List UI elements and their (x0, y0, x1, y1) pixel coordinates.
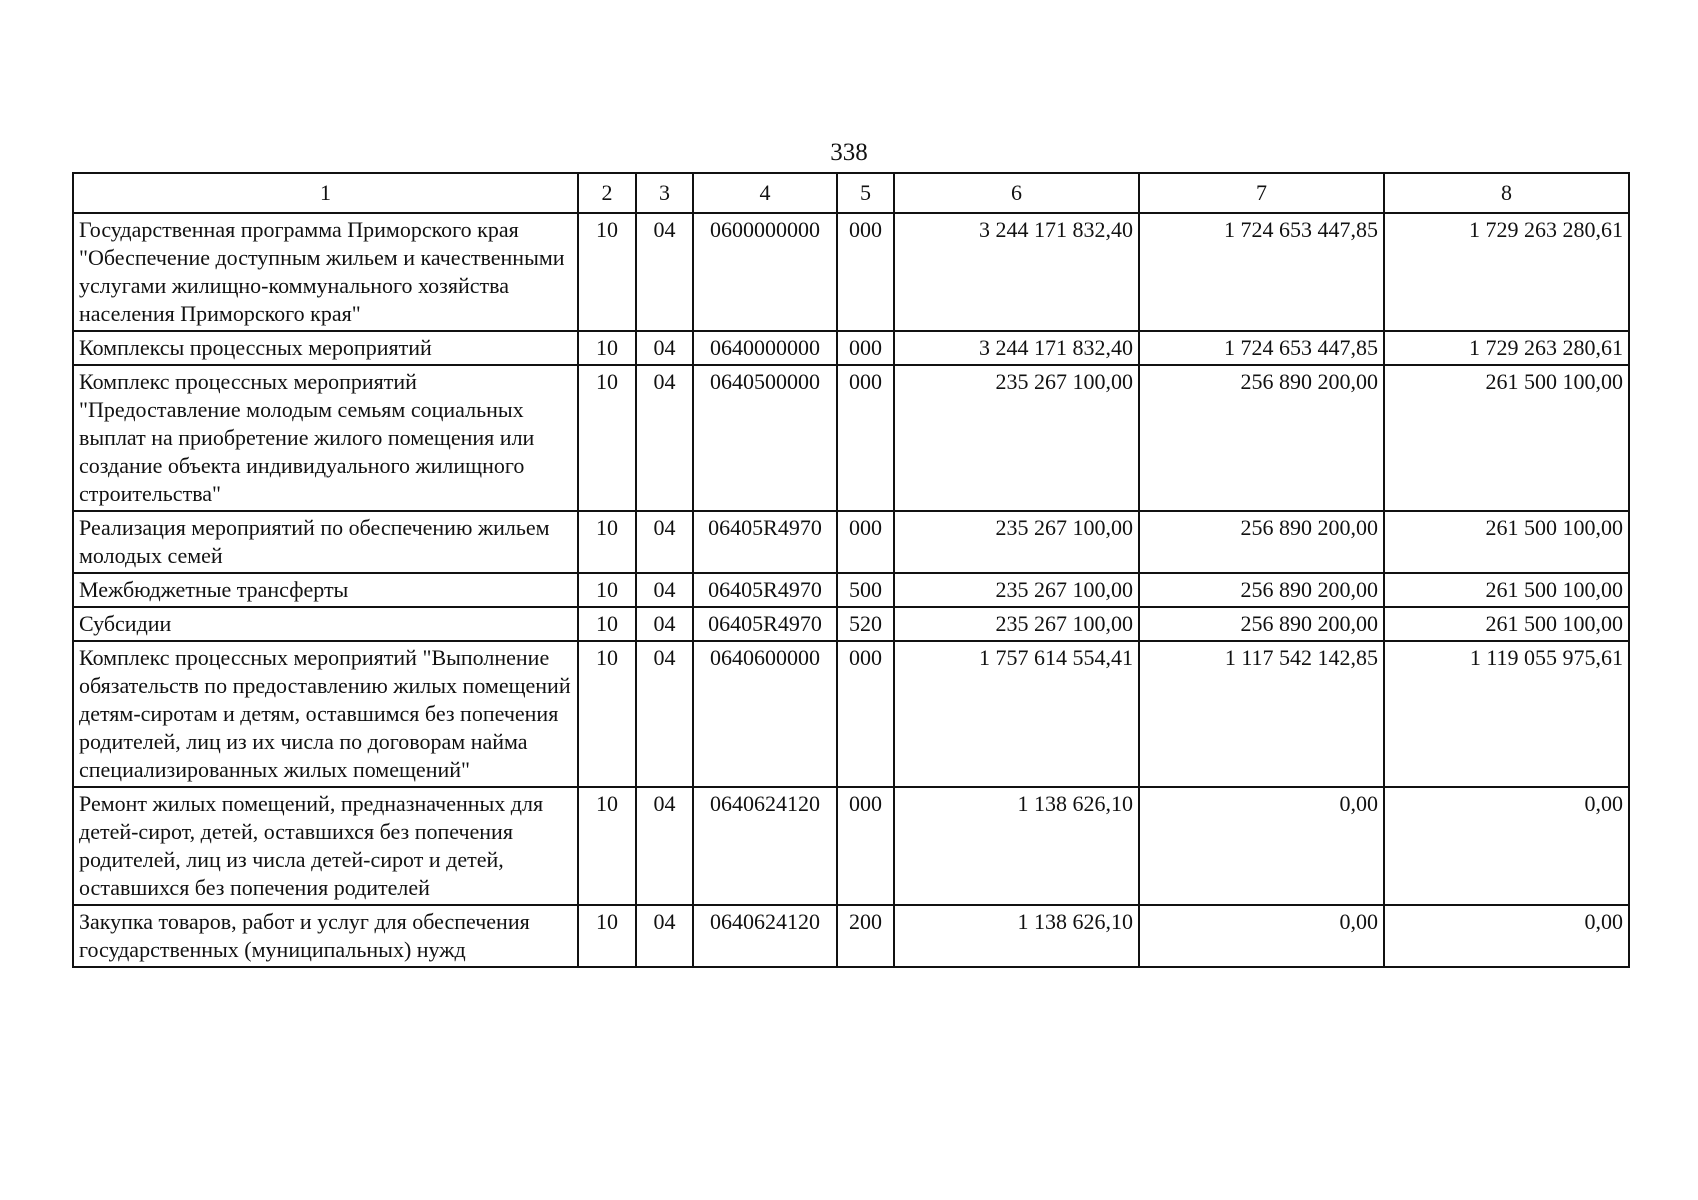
row-amount-col7: 1 117 542 142,85 (1139, 641, 1384, 787)
row-amount-col7: 256 890 200,00 (1139, 511, 1384, 573)
column-number-1: 1 (73, 173, 578, 213)
table-row (73, 607, 1629, 641)
row-name: Комплекс процессных мероприятий "Выполнение обязательств по предоставлению жилых помещений детям-сиротам и детям, оставшимся без попечения родителей, лиц из их числа по договорам найма специализированных жилых помещений" (73, 641, 578, 787)
row-amount-col7: 256 890 200,00 (1139, 573, 1384, 607)
table-row (73, 905, 1629, 967)
row-name: Реализация мероприятий по обеспечению жильем молодых семей (73, 511, 578, 573)
row-amount-col6: 235 267 100,00 (894, 607, 1139, 641)
row-amount-col7: 1 724 653 447,85 (1139, 331, 1384, 365)
row-subsection: 04 (636, 607, 693, 641)
row-name: Субсидии (73, 607, 578, 641)
row-target-code: 0600000000 (693, 213, 837, 331)
row-amount-col8: 261 500 100,00 (1384, 511, 1629, 573)
row-amount-col8: 1 119 055 975,61 (1384, 641, 1629, 787)
row-expense-type: 000 (837, 331, 894, 365)
row-amount-col8: 0,00 (1384, 905, 1629, 967)
row-amount-col7: 0,00 (1139, 787, 1384, 905)
row-name: Закупка товаров, работ и услуг для обеспечения государственных (муниципальных) нужд (73, 905, 578, 967)
row-section: 10 (578, 607, 636, 641)
row-subsection: 04 (636, 365, 693, 511)
row-amount-col8: 0,00 (1384, 787, 1629, 905)
column-number-row (73, 173, 1629, 213)
table-row (73, 641, 1629, 787)
row-expense-type: 200 (837, 905, 894, 967)
page-number: 338 (830, 139, 868, 166)
row-section: 10 (578, 641, 636, 787)
row-target-code: 0640624120 (693, 787, 837, 905)
row-section: 10 (578, 331, 636, 365)
column-number-7: 7 (1139, 173, 1384, 213)
row-expense-type: 520 (837, 607, 894, 641)
table-row (73, 511, 1629, 573)
row-name: Комплекс процессных мероприятий "Предоставление молодым семьям социальных выплат на приобретение жилого помещения или создание объекта индивидуального жилищного строительства" (73, 365, 578, 511)
row-target-code: 0640000000 (693, 331, 837, 365)
row-subsection: 04 (636, 213, 693, 331)
table-row (73, 573, 1629, 607)
row-expense-type: 000 (837, 365, 894, 511)
row-section: 10 (578, 213, 636, 331)
column-number-8: 8 (1384, 173, 1629, 213)
row-amount-col6: 3 244 171 832,40 (894, 213, 1139, 331)
row-section: 10 (578, 905, 636, 967)
row-expense-type: 500 (837, 573, 894, 607)
row-amount-col7: 256 890 200,00 (1139, 607, 1384, 641)
column-number-6: 6 (894, 173, 1139, 213)
row-amount-col8: 261 500 100,00 (1384, 365, 1629, 511)
row-target-code: 06405R4970 (693, 511, 837, 573)
row-subsection: 04 (636, 331, 693, 365)
row-section: 10 (578, 365, 636, 511)
row-subsection: 04 (636, 905, 693, 967)
table-row (73, 787, 1629, 905)
column-number-3: 3 (636, 173, 693, 213)
row-amount-col8: 1 729 263 280,61 (1384, 331, 1629, 365)
row-amount-col8: 261 500 100,00 (1384, 607, 1629, 641)
row-name: Государственная программа Приморского края "Обеспечение доступным жильем и качественными услугами жилищно-коммунального хозяйства населения Приморского края" (73, 213, 578, 331)
row-name: Межбюджетные трансферты (73, 573, 578, 607)
row-amount-col7: 0,00 (1139, 905, 1384, 967)
row-amount-col6: 1 757 614 554,41 (894, 641, 1139, 787)
row-section: 10 (578, 573, 636, 607)
table-row (73, 331, 1629, 365)
table-row (73, 213, 1629, 331)
row-amount-col6: 235 267 100,00 (894, 573, 1139, 607)
row-target-code: 0640624120 (693, 905, 837, 967)
row-amount-col6: 235 267 100,00 (894, 365, 1139, 511)
row-amount-col6: 1 138 626,10 (894, 905, 1139, 967)
row-subsection: 04 (636, 787, 693, 905)
row-subsection: 04 (636, 511, 693, 573)
row-amount-col8: 1 729 263 280,61 (1384, 213, 1629, 331)
column-number-5: 5 (837, 173, 894, 213)
row-section: 10 (578, 787, 636, 905)
row-expense-type: 000 (837, 213, 894, 331)
column-number-2: 2 (578, 173, 636, 213)
row-subsection: 04 (636, 641, 693, 787)
row-amount-col6: 3 244 171 832,40 (894, 331, 1139, 365)
row-target-code: 06405R4970 (693, 573, 837, 607)
table-row (73, 365, 1629, 511)
row-target-code: 06405R4970 (693, 607, 837, 641)
row-amount-col7: 256 890 200,00 (1139, 365, 1384, 511)
row-amount-col6: 235 267 100,00 (894, 511, 1139, 573)
row-amount-col6: 1 138 626,10 (894, 787, 1139, 905)
row-section: 10 (578, 511, 636, 573)
row-expense-type: 000 (837, 787, 894, 905)
column-number-4: 4 (693, 173, 837, 213)
row-expense-type: 000 (837, 511, 894, 573)
row-target-code: 0640500000 (693, 365, 837, 511)
row-amount-col7: 1 724 653 447,85 (1139, 213, 1384, 331)
row-target-code: 0640600000 (693, 641, 837, 787)
row-amount-col8: 261 500 100,00 (1384, 573, 1629, 607)
row-name: Ремонт жилых помещений, предназначенных для детей-сирот, детей, оставшихся без попечения родителей, лиц из числа детей-сирот и детей, оставшихся без попечения родителей (73, 787, 578, 905)
budget-table (72, 172, 1630, 968)
row-subsection: 04 (636, 573, 693, 607)
row-name: Комплексы процессных мероприятий (73, 331, 578, 365)
row-expense-type: 000 (837, 641, 894, 787)
